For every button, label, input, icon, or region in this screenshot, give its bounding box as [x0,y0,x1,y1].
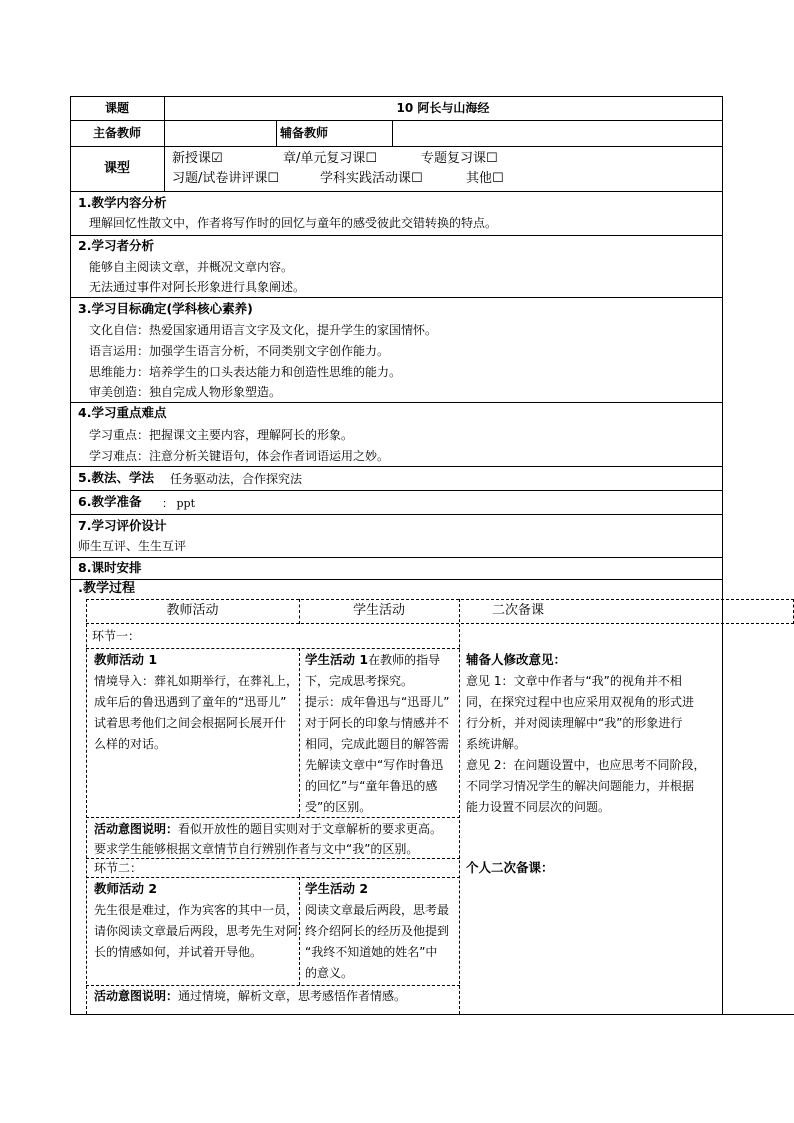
rule [70,146,723,147]
section-3-title: 3.学习目标确定(学科核心素养) [78,301,253,316]
section-7-title: 7.学习评价设计 [78,518,167,533]
student-activity-1-line: 的回忆”与“童年鲁迅的感 [305,779,438,793]
student-activity-1-line: 对于阿长的印象与情感并不 [305,716,450,730]
student-activity-1-title: 学生活动 1 [305,652,369,667]
section-5-value: 任务驱动法，合作探究法 [170,472,303,486]
section-3-line: 审美创造：独自完成人物形象塑造。 [89,385,282,399]
rule [70,120,723,121]
rule [70,96,723,97]
topic-label: 课题 [104,101,129,115]
teacher-activity-1-title: 教师活动 1 [94,652,158,667]
assist-opinion-line: 行分析，并对阅读理解中“我”的形象进行 [466,716,683,730]
rule [86,858,460,859]
type-option: 新授课☑ [172,151,223,166]
rule [70,514,723,515]
type-label: 课型 [103,161,130,176]
rule [70,557,723,558]
rule [70,490,723,491]
teacher-activity-1-line: 情境导入：葬礼如期举行，在葬礼上， [94,674,299,688]
rule [70,297,723,298]
assist-opinion-line: 意见 2：在问题设置中，也应思考不同阶段， [466,758,706,772]
teacher-activity-2-line: 长的情感如何，并试着开导他。 [94,945,263,959]
teacher-activity-1-line: 试着思考他们之间会根据阿长展开什 [94,716,287,730]
table-left-border [70,96,71,1014]
rule [70,235,723,236]
section-1-title: 1.教学内容分析 [78,195,167,210]
assist-opinion-line: 能力设置不同层次的问题。 [466,800,611,814]
type-option: 学科实践活动课☐ [320,171,423,186]
intent-2-line [94,988,406,1004]
rule [299,877,300,985]
student-activity-1-line: 提示：成年鲁迅与“迅哥儿” [305,695,450,709]
intent-1-first: 看似开放性的题目实则对于文章解析的要求更高。 [178,822,443,836]
rule [459,599,460,1014]
student-activity-2-line: 的意义。 [305,966,354,980]
stage-2-label: 环节二： [94,861,143,875]
section-7-text: 师生互评、生生互评 [78,539,187,553]
student-activity-1-line: 下，完成思考探究。 [305,674,414,688]
assist-opinion-title: 辅备人修改意见： [466,652,567,667]
teacher-activity-1-line: 么样的对话。 [94,737,167,751]
intent-1-line-1 [94,821,442,837]
student-activity-1-heading [305,652,440,668]
assist-opinion-line: 系统讲解。 [466,737,527,751]
section-3-line: 思维能力：培养学生的口头表达能力和创造性思维的能力。 [89,365,402,379]
type-option: 专题复习课☐ [421,151,498,166]
teacher-activity-1-line: 成年后的鲁迅遇到了童年的“迅哥儿” [94,695,287,709]
student-activity-1-first: 在教师的指导 [368,653,441,667]
teacher-activity-2-title: 教师活动 2 [94,881,158,896]
student-activity-2-line: 终介绍阿长的经历及他提到 [305,924,450,938]
section-4-title: 4.学习重点难点 [78,405,167,420]
assist-opinion-line: 同，在探究过程中也应采用双视角的形式进 [466,695,695,709]
section-6-title: 6.教学准备 [78,494,142,509]
assist-teacher-label: 辅备教师 [280,126,329,140]
section-2-line: 无法通过事件对阿长形象进行具象阐述。 [89,280,306,294]
rule [392,120,393,146]
rule [299,648,300,817]
assist-opinion-line: 不同学习情况学生的解决问题能力，并根据 [466,779,695,793]
section-4-line: 学习难点：注意分析关键语句，体会作者词语运用之妙。 [89,449,390,463]
rule [70,579,723,580]
stage-1-label: 环节一： [92,629,141,643]
student-activity-2-line: “我终不知道她的姓名”中 [305,945,438,959]
rule [86,817,460,818]
student-activity-1-line: 相同，完成此题目的解答需 [305,737,450,751]
type-option: 其他☐ [466,171,504,186]
section-8-title: 8.课时安排 [78,560,142,575]
lead-teacher-label: 主备教师 [92,126,141,140]
rule [86,599,794,600]
intent-1-line-2: 要求学生能够根据文章情节自行辨别作者与文中“我”的区别。 [94,842,419,856]
section-3-line: 语言运用：加强学生语言分析，不同类别文字创作能力。 [89,344,390,358]
assist-opinion-line: 意见 1：文章中作者与“我”的视角并不相 [466,674,682,688]
personal-prep-title: 个人二次备课： [466,860,554,875]
section-2-title: 2.学习者分析 [78,238,154,253]
rule [70,1014,794,1015]
topic-value: 10 阿长与山海经 [396,101,490,115]
rule [86,599,87,1014]
section-9-title: .教学过程 [78,581,135,596]
rule [86,985,460,986]
section-3-line: 文化自信：热爱国家通用语言文字及文化，提升学生的家国情怀。 [89,323,438,337]
student-activity-2-title: 学生活动 2 [305,881,369,896]
student-activity-1-line: 受”的区别。 [305,800,372,814]
intent-2-label: 活动意图说明： [94,989,179,1003]
rule [70,466,723,467]
section-4-line: 学习重点：把握课文主要内容，理解阿长的形象。 [89,428,354,442]
teacher-activity-2-line: 先生很是难过，作为宾客的其中一员， [94,903,299,917]
rule [276,120,277,146]
rule [70,402,723,403]
section-6-value: ： ppt [162,497,195,510]
col-prep-header: 二次备课 [492,603,545,618]
rule [70,191,723,192]
intent-2-text: 通过情境，解析文章，思考感悟作者情感。 [178,989,407,1003]
student-activity-2-line: 阅读文章最后两段，思考最 [305,903,450,917]
type-option: 习题/试卷讲评课☐ [172,171,280,186]
intent-1-label: 活动意图说明： [94,822,179,836]
section-5-title: 5.教法、学法 [78,470,154,485]
student-activity-1-line: 先解读文章中“写作时鲁迅 [305,758,444,772]
teacher-activity-2-line: 请你阅读文章最后两段，思考先生对阿 [94,924,299,938]
section-2-line: 能够自主阅读文章，并概况文章内容。 [89,260,294,274]
table-right-border [722,96,723,1014]
rule [86,877,460,878]
section-1-text: 理解回忆性散文中，作者将写作时的回忆与童年的感受彼此交错转换的特点。 [89,216,498,230]
col-student-header: 学生活动 [352,603,405,618]
col-teacher-header: 教师活动 [166,603,219,618]
type-option: 章/单元复习课☐ [283,151,378,166]
rule [86,623,794,624]
rule [86,648,460,649]
